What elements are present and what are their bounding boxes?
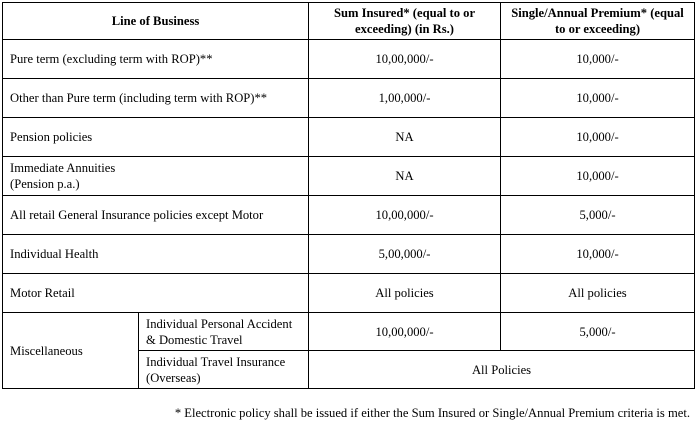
row-sum-insured: NA: [309, 118, 501, 157]
row-line-of-business: Individual Health: [3, 235, 309, 274]
misc-label: Miscellaneous: [3, 313, 139, 389]
misc-sub1-line: Individual Personal Accident & Domestic Travel: [139, 313, 309, 351]
misc-sub1-sum: 10,00,000/-: [309, 313, 501, 351]
row-sum-insured: 1,00,000/-: [309, 79, 501, 118]
row-sum-insured: All policies: [309, 274, 501, 313]
misc-sub2-line: Individual Travel Insurance (Overseas): [139, 351, 309, 389]
row-premium: All policies: [501, 274, 695, 313]
table-header-row: [3, 3, 695, 40]
header-line-of-business: Line of Business: [3, 3, 309, 40]
footnote: * Electronic policy shall be issued if either the Sum Insured or Single/Annual Premium criteria is met.: [174, 406, 690, 420]
row-premium: 10,000/-: [501, 157, 695, 196]
table-row: [3, 274, 695, 313]
table-row: [3, 79, 695, 118]
row-line-of-business: Pension policies: [3, 118, 309, 157]
row-line-of-business: Other than Pure term (including term with ROP)**: [3, 79, 309, 118]
row-sum-insured: 10,00,000/-: [309, 40, 501, 79]
misc-sub1-premium: 5,000/-: [501, 313, 695, 351]
row-premium: 10,000/-: [501, 79, 695, 118]
row-line-of-business: Pure term (excluding term with ROP)**: [3, 40, 309, 79]
header-sum-insured: Sum Insured* (equal to or exceeding) (in Rs.): [309, 3, 501, 40]
table-row: [3, 157, 695, 196]
row-premium: 10,000/-: [501, 118, 695, 157]
table-row: [3, 196, 695, 235]
row-sum-insured: NA: [309, 157, 501, 196]
row-line-of-business: All retail General Insurance policies except Motor: [3, 196, 309, 235]
table-row: [3, 40, 695, 79]
row-sum-insured: 10,00,000/-: [309, 196, 501, 235]
row-premium: 5,000/-: [501, 196, 695, 235]
line-of-business-table: [2, 2, 695, 389]
misc-sub2-value: All Policies: [309, 351, 695, 389]
header-premium: Single/Annual Premium* (equal to or exceeding): [501, 3, 695, 40]
table-row-misc-1: [3, 313, 695, 351]
row-premium: 10,000/-: [501, 40, 695, 79]
row-premium: 10,000/-: [501, 235, 695, 274]
table-row: [3, 118, 695, 157]
table-row: [3, 235, 695, 274]
row-sum-insured: 5,00,000/-: [309, 235, 501, 274]
row-line-of-business: [3, 157, 309, 196]
row-line-of-business-text: Immediate Annuities (Pension p.a.): [10, 161, 116, 191]
row-line-of-business: Motor Retail: [3, 274, 309, 313]
